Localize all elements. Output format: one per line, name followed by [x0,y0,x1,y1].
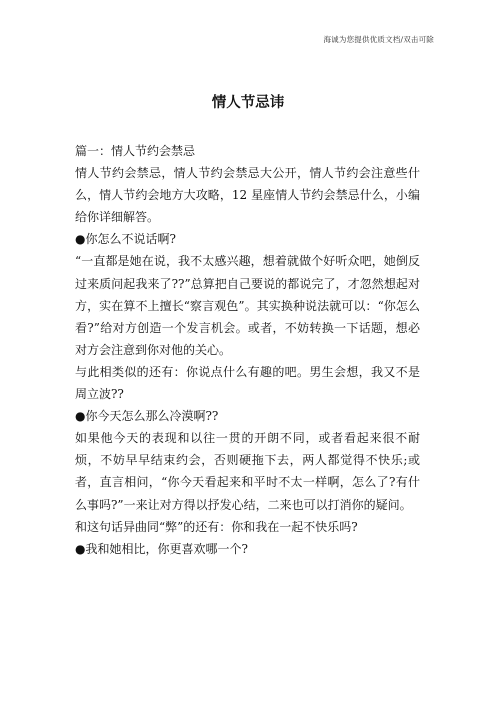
paragraph: 和这句话异曲同“弊”的还有：你和我在一起不快乐吗? [75,519,358,534]
bullet-heading: ●我和她相比，你更喜欢哪一个? [75,541,248,556]
bullet-heading: ●你怎么不说话啊? [75,232,176,247]
paragraph: 与此相类似的还有：你说点什么有趣的吧。男生会想，我又不是周立波?? [75,364,420,402]
paragraph: 如果他今天的表现和以往一贯的开朗不同，或者看起来很不耐烦，不妨早早结束约会，否则硬拖下去，两人都觉得不快乐;或者，直言相问，“你今天看起来和平时不太一样啊，怎么了?有什么事吗?”一来让对方得以抒发心结，二来也可以打消你的疑问。 [75,431,420,512]
paragraph-intro: 情人节约会禁忌，情人节约会禁忌大公开，情人节约会注意些什么，情人节约会地方大攻略，12 星座情人节约会禁忌什么，小编给你详细解答。 [75,166,420,225]
section-heading: 篇一：情人节约会禁忌 [75,144,196,158]
header-note: 海诚为您提供优质文档/双击可除 [323,35,434,44]
bullet-heading: ●你今天怎么那么冷漠啊?? [75,409,219,424]
document-title: 情人节忌讳 [211,95,285,111]
paragraph: “一直都是她在说，我不太感兴趣，想着就做个好听众吧，她倒反过来质问起我来了??”总算把自己要说的都说完了，才忽然想起对方，实在算不上擅长“察言观色”。其实换种说法就可以：“你怎么看?”给对方创造一个发言机会。或者，不妨转换一下话题，想必对方会注意到你对他的关心。 [75,254,420,357]
document-body [75,140,420,560]
